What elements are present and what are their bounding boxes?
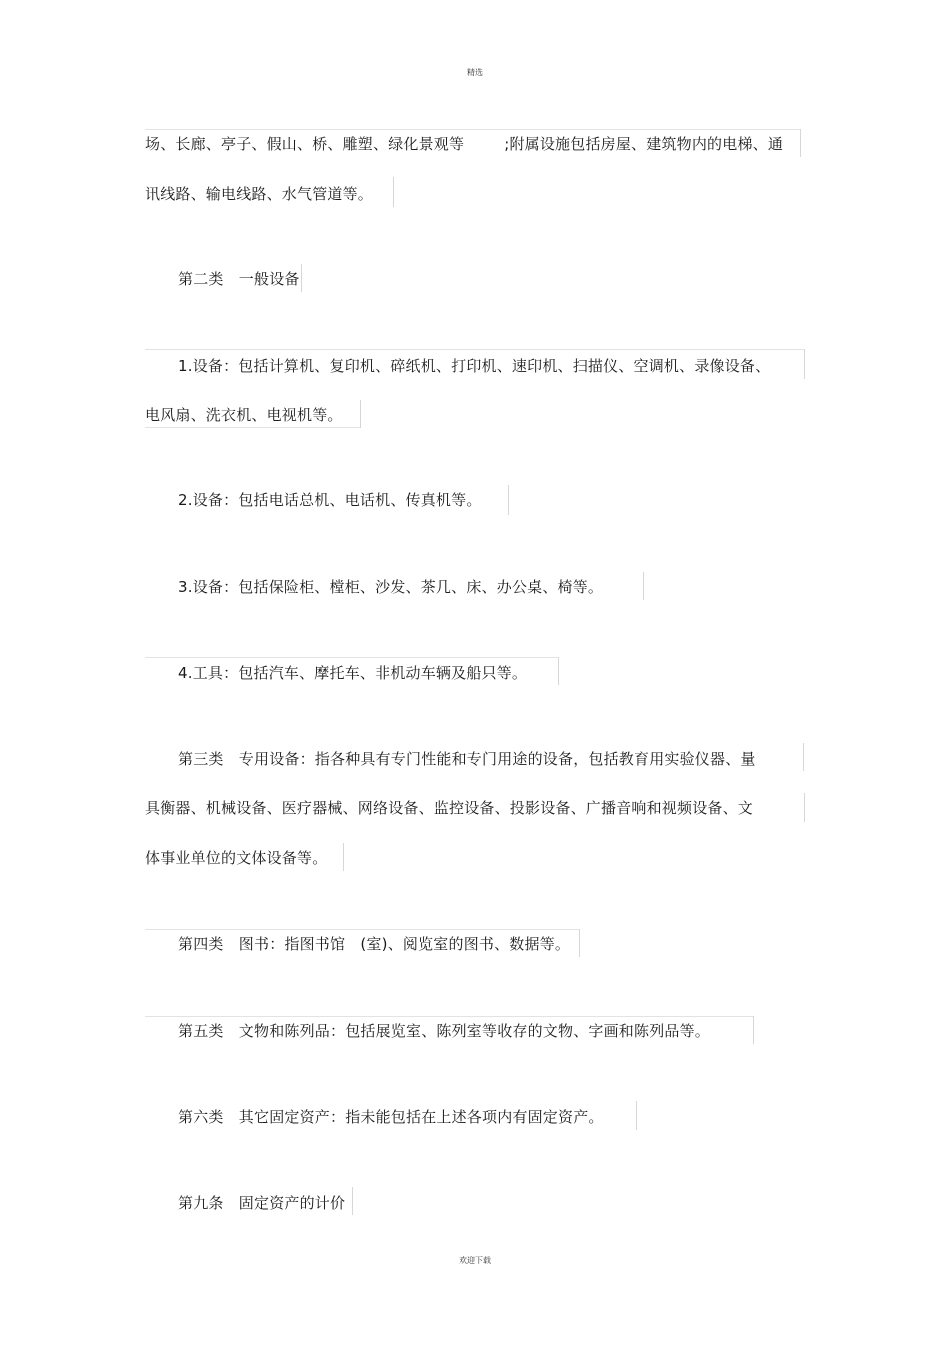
text-box-border [803,743,804,771]
section-heading: 第二类 一般设备 [178,270,300,288]
text-box-border [558,657,559,685]
header-mark: 精选 [467,68,483,77]
paragraph-line: 3.设备：包括保险柜、樘柜、沙发、茶几、床、办公桌、椅等。 [178,578,604,596]
text-box-border [393,177,394,207]
text-box-border [643,572,644,600]
text-box-border [343,843,344,871]
text-box-border [301,264,302,292]
line-text: ;附属设施包括房屋、建筑物内的电梯、通 [504,135,784,153]
text-box-border [508,485,509,515]
text-box-border [360,400,361,428]
footer-mark: 欢迎下载 [459,1256,491,1265]
section-heading: 第三类 专用设备：指各种具有专门性能和专门用途的设备，包括教育用实验仪器、量 [178,750,756,768]
line-text: 场、长廊、亭子、假山、桥、雕塑、绿化景观等 [145,135,465,153]
section-heading: 第五类 文物和陈列品：包括展览室、陈列室等收存的文物、字画和陈列品等。 [178,1022,711,1040]
text-box-border [753,1016,754,1044]
text-box-border [352,1187,353,1215]
text-box-border [800,129,801,157]
text-box-border [145,349,805,350]
text-box-border [145,427,360,428]
section-heading: 第四类 图书：指图书馆 (室)、阅览室的图书、数据等。 [178,935,571,953]
paragraph-line: 具衡器、机械设备、医疗器械、网络设备、监控设备、投影设备、广播音响和视频设备、文 [145,799,754,817]
text-box-border [145,129,800,130]
text-box-border [804,793,805,822]
paragraph-line: 1.设备：包括计算机、复印机、碎纸机、打印机、速印机、扫描仪、空调机、录像设备、 [178,357,771,375]
section-heading: 第九条 固定资产的计价 [178,1194,346,1212]
text-box-border [579,929,580,957]
text-box-border [145,929,579,930]
paragraph-line: 体事业单位的文体设备等。 [145,849,328,867]
section-heading: 第六类 其它固定资产：指未能包括在上述各项内有固定资产。 [178,1108,604,1126]
paragraph-line: 讯线路、输电线路、水气管道等。 [145,185,374,203]
text-box-border [636,1101,637,1130]
paragraph-line: 2.设备：包括电话总机、电话机、传真机等。 [178,491,482,509]
text-box-border [804,349,805,379]
paragraph-line [145,134,783,154]
text-box-border [145,657,558,658]
paragraph-line: 4.工具：包括汽车、摩托车、非机动车辆及船只等。 [178,664,528,682]
paragraph-line: 电风扇、洗衣机、电视机等。 [145,406,343,424]
text-box-border [145,1016,753,1017]
